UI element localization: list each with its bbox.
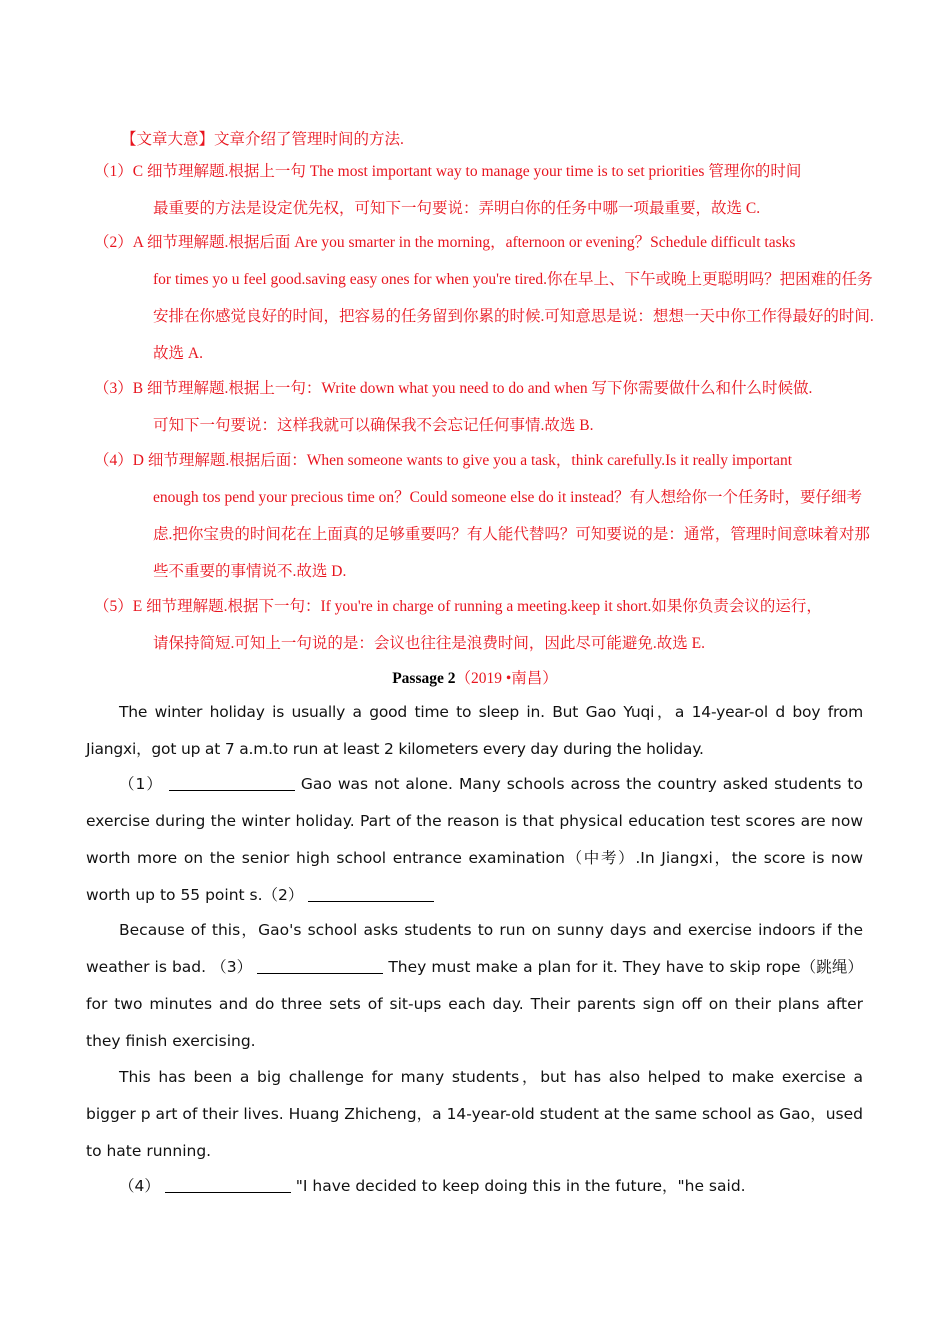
blank-3[interactable]	[257, 957, 383, 974]
blank-2[interactable]	[308, 885, 434, 902]
paragraph-4-text: This has been a big challenge for many students，but has also helped to make exercise a bigger p art of their lives. Huang Zhicheng，a 14-year-old student at the same school as Gao，used to hate running.	[86, 1068, 863, 1160]
passage-paragraph-5	[86, 1168, 863, 1205]
passage-title: Passage 2	[392, 670, 456, 687]
passage-heading	[0, 666, 950, 688]
blank-4[interactable]	[165, 1176, 291, 1193]
answer-3-line1: （3）B 细节理解题.根据上一句：Write down what you need to do and when 写下你需要做什么和什么时候做.	[94, 380, 813, 397]
blank-1[interactable]	[169, 774, 295, 791]
paragraph-2-text: Gao was not alone. Many schools across the country asked students to exercise during the winter holiday. Part of the reason is that physical education test scores are now worth more on the senior high school entrance examination（中考）.In Jiangxi，the score is now worth up to 55 point s.（2）	[86, 775, 863, 904]
passage-source: （2019 •南昌）	[455, 670, 558, 687]
article-summary: 【文章大意】文章介绍了管理时间的方法.	[121, 131, 404, 148]
answer-2	[94, 224, 874, 372]
answer-1-line1: （1）C 细节理解题.根据上一句 The most important way to manage your time is to set priorities 管理你的时间	[94, 163, 802, 180]
paragraph-5-lead: （4）	[119, 1177, 160, 1195]
paragraph-3-text: They must make a plan for it. They have to skip rope（跳绳）for two minutes and do three sets of sit-ups each day. Their parents sign off on their plans after they finish exercising.	[86, 958, 863, 1050]
answer-5-explanation: 请保持简短.可知上一句说的是：会议也往往是浪费时间，因此尽可能避免.故选 E.	[153, 635, 705, 652]
answer-3-explanation: 可知下一句要说：这样我就可以确保我不会忘记任何事情.故选 B.	[153, 417, 594, 434]
paragraph-1-text: The winter holiday is usually a good time to sleep in. But Gao Yuqi，a 14-year-ol d boy from Jiangxi，got up at 7 a.m.to run at least 2 kilometers every day during the holiday.	[86, 703, 863, 758]
answer-1-explanation: 最重要的方法是设定优先权，可知下一句要说：弄明白你的任务中哪一项最重要，故选 C.	[153, 200, 761, 217]
answer-4	[94, 442, 874, 590]
paragraph-5-text: "I have decided to keep doing this in the future，"he said.	[290, 1177, 746, 1195]
answer-4-explanation: enough tos pend your precious time on？Could someone else do it instead？有人想给你一个任务时，要仔细考虑.把你宝贵的时间花在上面真的足够重要吗？有人能代替吗？可知要说的是：通常，管理时间意味着对那些不重要的事情说不.故选 D.	[153, 489, 870, 580]
answer-2-explanation: for times yo u feel good.saving easy ones for when you're tired.你在早上、下午或晚上更聪明吗？把困难的任务安排在你感觉良好的时间，把容易的任务留到你累的时候.可知意思是说：想想一天中你工作得最好的时间.故选 A.	[153, 271, 874, 362]
passage-paragraph-4	[86, 1059, 863, 1170]
answer-5-line1: （5）E 细节理解题.根据下一句：If you're in charge of running a meeting.keep it short.如果你负责会议的运行，	[94, 598, 822, 615]
answer-4-line1: （4）D 细节理解题.根据后面：When someone wants to give you a task，think carefully.Is it really important	[94, 452, 793, 469]
answer-2-line1: （2）A 细节理解题.根据后面 Are you smarter in the morning，afternoon or evening？Schedule difficult tasks	[94, 234, 796, 251]
answer-3	[94, 370, 874, 444]
paragraph-2-lead: （1）	[119, 775, 163, 793]
passage-paragraph-3	[86, 912, 863, 1060]
paragraph-3-lead: Because of this，Gao's school asks students to run on sunny days and exercise indoors if the weather is bad. （3）	[86, 921, 863, 976]
passage-paragraph-2	[86, 766, 863, 914]
answer-5	[94, 588, 874, 662]
passage-paragraph-1	[86, 694, 863, 768]
answer-1	[94, 153, 874, 227]
